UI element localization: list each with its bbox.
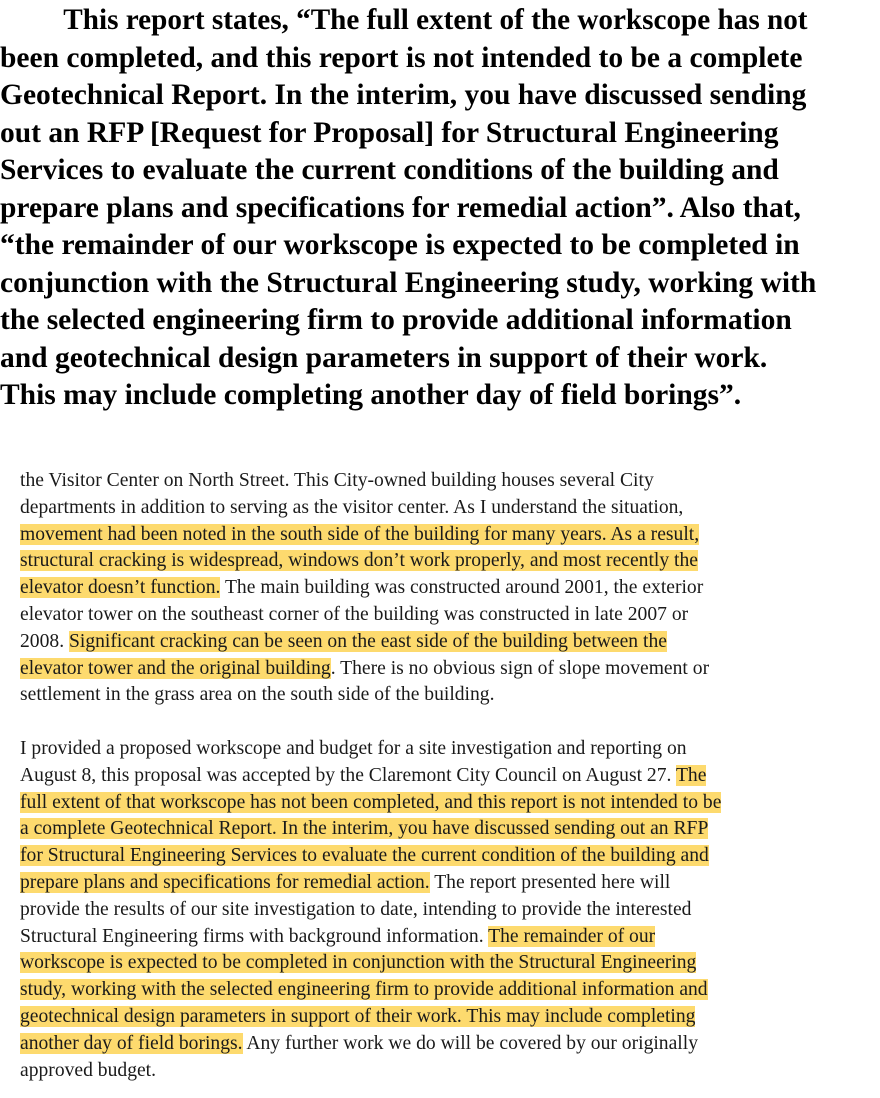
quote-line: conjunction with the Structural Engineering study, working with xyxy=(0,266,817,299)
excerpt-line xyxy=(20,575,875,602)
text-segment: The report presented here will xyxy=(429,871,671,893)
excerpt-line xyxy=(20,736,875,763)
quote-line: out an RFP [Request for Proposal] for Structural Engineering xyxy=(0,116,779,149)
excerpt-line xyxy=(20,924,875,951)
highlighted-text: The xyxy=(675,764,707,786)
excerpt-line xyxy=(20,870,875,897)
excerpt-line xyxy=(20,548,875,575)
highlighted-text: movement had been noted in the south side of the building for many years. As a result, xyxy=(20,523,700,545)
highlighted-text: another day of field borings. xyxy=(20,1032,243,1054)
text-segment: 2008. xyxy=(20,630,69,652)
quote-line: the selected engineering firm to provide additional information xyxy=(0,304,792,336)
text-segment: elevator tower on the southeast corner of the building was constructed in late 2007 or xyxy=(20,603,689,625)
quote-line: “the remainder of our workscope is expected to be completed in xyxy=(0,229,800,261)
quote-line: This report states, “The full extent of the workscope has not xyxy=(63,4,808,36)
highlighted-text: elevator doesn’t function. xyxy=(20,577,221,599)
highlighted-text: structural cracking is widespread, windows don’t work properly, and most recently the xyxy=(20,550,698,572)
excerpt-line xyxy=(20,629,875,656)
excerpt-line xyxy=(20,897,875,924)
text-segment: August 8, this proposal was accepted by the Claremont City Council on August 27. xyxy=(20,764,676,786)
highlighted-text: prepare plans and specifications for remedial action. xyxy=(20,871,430,893)
excerpt-line xyxy=(20,790,875,817)
highlighted-text: workscope is expected to be completed in conjunction with the Structural Engineering xyxy=(20,952,697,974)
quote-line: and geotechnical design parameters in support of their work. xyxy=(0,341,768,374)
excerpt-line xyxy=(20,602,875,629)
highlighted-text: a complete Geotechnical Report. In the interim, you have discussed sending out an RFP xyxy=(20,818,709,840)
report-excerpt xyxy=(20,468,875,1084)
text-segment: the Visitor Center on North Street. This City-owned building houses several City xyxy=(20,470,654,491)
quoted-commentary xyxy=(0,2,880,415)
highlighted-text: full extent of that workscope has not been completed, and this report is not intended to be xyxy=(20,791,722,813)
excerpt-line xyxy=(20,1058,875,1085)
highlighted-text: Significant cracking can be seen on the east side of the building between the xyxy=(68,630,667,652)
text-segment: departments in addition to serving as the visitor center. As I understand the situation, xyxy=(20,496,684,518)
excerpt-line xyxy=(20,843,875,870)
excerpt-line xyxy=(20,522,875,549)
excerpt-line xyxy=(20,682,875,709)
text-segment: Structural Engineering firms with background information. xyxy=(20,925,489,947)
text-segment: I provided a proposed workscope and budget for a site investigation and reporting on xyxy=(20,737,687,759)
excerpt-paragraph-2 xyxy=(20,736,875,1084)
highlighted-text: study, working with the selected engineering firm to provide additional information and xyxy=(20,979,708,1001)
text-segment: . There is no obvious sign of slope movement or xyxy=(330,657,710,679)
excerpt-line xyxy=(20,495,875,522)
excerpt-line xyxy=(20,656,875,683)
quote-line: Services to evaluate the current conditions of the building and xyxy=(0,154,779,186)
text-segment: settlement in the grass area on the south side of the building. xyxy=(20,684,495,706)
quote-line: prepare plans and specifications for remedial action”. Also that, xyxy=(0,191,801,224)
excerpt-line xyxy=(20,468,875,495)
excerpt-line xyxy=(20,1031,875,1058)
text-segment: approved budget. xyxy=(20,1059,157,1081)
quote-line: Geotechnical Report. In the interim, you have discussed sending xyxy=(0,79,807,111)
excerpt-line xyxy=(20,816,875,843)
excerpt-paragraph-1 xyxy=(20,468,875,709)
excerpt-line xyxy=(20,763,875,790)
text-segment: The main building was constructed around 2001, the exterior xyxy=(220,577,704,599)
excerpt-line xyxy=(20,1004,875,1031)
quote-line: been completed, and this report is not intended to be a complete xyxy=(0,41,803,74)
excerpt-line xyxy=(20,977,875,1004)
highlighted-text: geotechnical design parameters in support of their work. This may include completing xyxy=(20,1005,696,1027)
highlighted-text: for Structural Engineering Services to evaluate the current condition of the building and xyxy=(20,845,709,867)
text-segment: Any further work we do will be covered by our originally xyxy=(242,1032,698,1054)
text-segment: provide the results of our site investigation to date, intending to provide the interested xyxy=(20,898,692,920)
paragraph-gap xyxy=(20,709,875,736)
highlighted-text: elevator tower and the original building xyxy=(20,657,331,679)
quote-line: This may include completing another day of field borings”. xyxy=(0,379,742,411)
excerpt-line xyxy=(20,950,875,977)
highlighted-text: The remainder of our xyxy=(488,925,656,947)
